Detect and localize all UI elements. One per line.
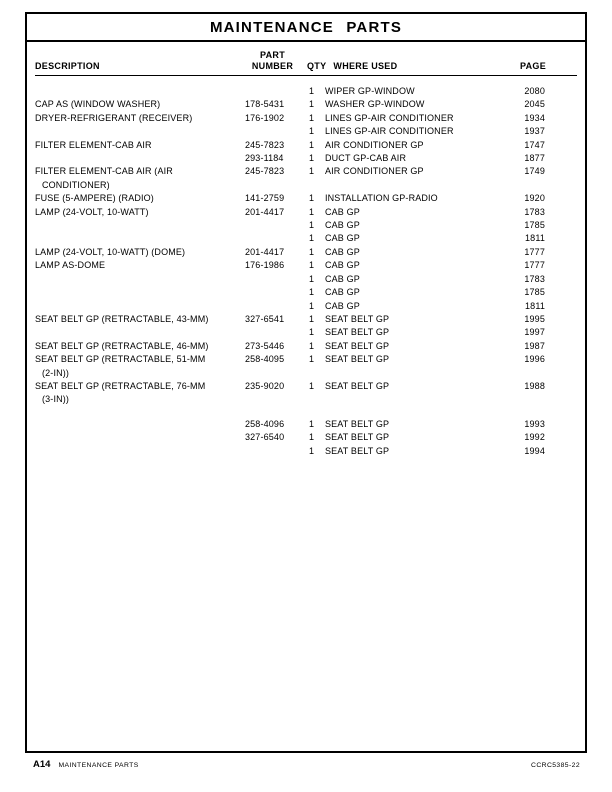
cell-description: DRYER-REFRIGERANT (RECEIVER) (35, 112, 193, 123)
cell-page: 1785 (524, 287, 545, 298)
cell-qty: 1 (309, 340, 315, 351)
cell-page: 1920 (524, 193, 545, 204)
column-header-part-number (245, 50, 300, 71)
description-line-2: CONDITIONER) (42, 179, 110, 190)
cell-page: 1987 (524, 340, 545, 351)
cell-qty: 1 (309, 246, 315, 257)
cell-part-number: 293-1184 (245, 153, 284, 164)
cell-description: SEAT BELT GP (RETRACTABLE, 46-MM) (35, 340, 209, 351)
cell-part-number: 258-4096 (245, 418, 285, 429)
cell-part-number (245, 219, 300, 232)
table-row (35, 139, 577, 152)
table-row (35, 445, 577, 458)
footer-doc-code: CCRC5385-22 (531, 762, 580, 769)
cell-description: FILTER ELEMENT-CAB AIR (35, 139, 152, 150)
cell-page: 1811 (525, 233, 545, 244)
description-line-1: FILTER ELEMENT-CAB AIR (AIR (35, 166, 173, 177)
table-row (35, 340, 577, 353)
cell-part-number: 201-4417 (245, 206, 285, 217)
cell-qty: 1 (309, 166, 315, 177)
column-header-description: DESCRIPTION (35, 61, 100, 71)
cell-where-used: SEAT BELT GP (325, 313, 390, 324)
cell-where-used: AIR CONDITIONER GP (325, 166, 424, 177)
cell-where-used: SEAT BELT GP (325, 380, 390, 391)
cell-page: 1877 (524, 153, 545, 164)
cell-page: 1934 (524, 112, 545, 123)
table-row (35, 431, 577, 444)
cell-description (35, 380, 245, 407)
cell-description (35, 445, 245, 458)
cell-where-used: INSTALLATION GP-RADIO (325, 193, 438, 204)
cell-part-number (245, 232, 300, 245)
cell-where-used: CAB GP (325, 287, 360, 298)
cell-where-used: SEAT BELT GP (325, 432, 390, 443)
cell-where-used: WIPER GP-WINDOW (325, 86, 415, 96)
page-frame (25, 12, 587, 753)
table-row (35, 192, 577, 205)
cell-page: 1997 (524, 327, 545, 338)
cell-where-used: CAB GP (325, 246, 360, 257)
cell-part-number: 327-6540 (245, 432, 285, 443)
column-header-part-line2: NUMBER (251, 60, 294, 71)
column-header-part-line1: PART (259, 50, 286, 60)
cell-description (35, 85, 245, 98)
table-row (35, 125, 577, 138)
cell-qty: 1 (309, 153, 315, 164)
cell-qty: 1 (309, 220, 315, 231)
cell-description (35, 353, 245, 380)
cell-where-used: SEAT BELT GP (325, 340, 390, 351)
cell-description: CAP AS (WINDOW WASHER) (35, 99, 161, 110)
cell-qty: 1 (309, 380, 315, 391)
cell-qty: 1 (309, 287, 315, 298)
parts-table-body (35, 85, 577, 458)
cell-description (35, 125, 245, 138)
table-row (35, 380, 577, 407)
cell-where-used: SEAT BELT GP (325, 327, 390, 338)
table-row (35, 286, 577, 299)
cell-page: 1749 (524, 166, 545, 177)
description-line-2: (2-IN)) (42, 367, 70, 378)
cell-page: 1783 (524, 273, 545, 284)
cell-page: 1783 (524, 206, 545, 217)
cell-description (35, 232, 245, 245)
cell-page: 1785 (524, 220, 545, 231)
footer-left (33, 759, 139, 770)
cell-where-used: CAB GP (325, 206, 360, 217)
column-header-qty: QTY (307, 61, 327, 71)
cell-qty: 1 (309, 432, 315, 443)
table-row (35, 206, 577, 219)
cell-qty: 1 (309, 445, 315, 456)
table-row (35, 273, 577, 286)
table-row (35, 165, 577, 192)
cell-part-number (245, 273, 300, 286)
parts-table (27, 42, 585, 458)
column-header-qty-where (300, 61, 520, 71)
cell-part-number: 141-2759 (245, 193, 285, 204)
cell-description (35, 152, 245, 165)
cell-qty: 1 (309, 327, 315, 338)
cell-part-number (245, 85, 300, 98)
cell-where-used: AIR CONDITIONER GP (325, 139, 424, 150)
cell-where-used: LINES GP-AIR CONDITIONER (325, 112, 454, 123)
cell-description (35, 326, 245, 339)
cell-description (35, 431, 245, 444)
cell-where-used: CAB GP (325, 300, 360, 311)
table-row (35, 246, 577, 259)
cell-where-used: SEAT BELT GP (325, 418, 390, 429)
cell-page: 1992 (524, 432, 545, 443)
cell-where-used: SEAT BELT GP (325, 354, 390, 365)
table-row (35, 112, 577, 125)
table-row (35, 152, 577, 165)
footer-section-label: MAINTENANCE PARTS (58, 762, 139, 769)
description-line-1: SEAT BELT GP (RETRACTABLE, 76-MM (35, 380, 206, 391)
cell-part-number: 273-5446 (245, 340, 285, 351)
cell-where-used: CAB GP (325, 260, 360, 271)
footer-page-code: A14 (33, 759, 51, 770)
cell-page: 1988 (524, 380, 545, 391)
cell-where-used: DUCT GP-CAB AIR (325, 153, 407, 164)
header-rule (35, 75, 577, 76)
cell-qty: 1 (309, 99, 315, 110)
cell-qty: 1 (309, 233, 315, 244)
cell-description: FUSE (5-AMPERE) (RADIO) (35, 193, 154, 204)
cell-page: 1811 (525, 300, 545, 311)
cell-description (35, 273, 245, 286)
cell-where-used: LINES GP-AIR CONDITIONER (325, 126, 454, 137)
cell-page: 1995 (524, 313, 545, 324)
cell-description: LAMP (24-VOLT, 10-WATT) (DOME) (35, 246, 186, 257)
cell-where-used: WASHER GP-WINDOW (325, 99, 425, 110)
table-row (35, 300, 577, 313)
cell-qty: 1 (309, 139, 315, 150)
cell-description (35, 219, 245, 232)
table-row (35, 98, 577, 111)
cell-part-number: 201-4417 (245, 246, 285, 257)
cell-page: 1994 (524, 445, 545, 456)
table-row (35, 85, 577, 98)
cell-description: LAMP (24-VOLT, 10-WATT) (35, 206, 149, 217)
table-row (35, 353, 577, 380)
description-line-2: (3-IN)) (42, 394, 70, 405)
cell-qty: 1 (309, 126, 315, 137)
cell-page: 1777 (524, 246, 545, 257)
cell-qty: 1 (309, 313, 315, 324)
cell-where-used: SEAT BELT GP (325, 445, 390, 456)
cell-description: LAMP AS-DOME (35, 260, 106, 271)
table-row (35, 326, 577, 339)
cell-qty: 1 (309, 273, 315, 284)
cell-page: 1747 (524, 139, 545, 150)
cell-description (35, 286, 245, 299)
table-row (35, 418, 577, 431)
cell-part-number: 258-4095 (245, 354, 285, 365)
table-row (35, 313, 577, 326)
cell-qty: 1 (309, 300, 315, 311)
cell-page: 2045 (524, 99, 545, 110)
cell-part-number (245, 300, 300, 313)
description-line-1: SEAT BELT GP (RETRACTABLE, 51-MM (35, 354, 206, 365)
cell-part-number: 176-1902 (245, 112, 285, 123)
cell-description: SEAT BELT GP (RETRACTABLE, 43-MM) (35, 313, 209, 324)
cell-part-number: 245-7823 (245, 166, 285, 177)
title-bar (27, 14, 585, 42)
cell-qty: 1 (309, 206, 315, 217)
column-header-page: PAGE (520, 61, 547, 71)
page-title: MAINTENANCE PARTS (209, 19, 403, 36)
table-header-row (35, 50, 577, 71)
cell-part-number (245, 125, 300, 138)
cell-qty: 1 (309, 193, 315, 204)
cell-page: 1777 (524, 260, 545, 271)
cell-where-used: CAB GP (325, 233, 360, 244)
table-row (35, 259, 577, 272)
cell-description (35, 165, 245, 192)
cell-qty: 1 (309, 86, 315, 96)
cell-part-number (245, 286, 300, 299)
cell-page: 2080 (524, 86, 545, 96)
table-row (35, 232, 577, 245)
cell-description (35, 300, 245, 313)
cell-qty: 1 (309, 418, 315, 429)
cell-page: 1996 (524, 354, 545, 365)
cell-where-used: CAB GP (325, 220, 360, 231)
cell-part-number (245, 445, 300, 458)
cell-page: 1993 (524, 418, 545, 429)
cell-part-number: 245-7823 (245, 139, 285, 150)
cell-part-number: 176-1986 (245, 260, 285, 271)
cell-qty: 1 (309, 260, 315, 271)
cell-part-number: 235-9020 (245, 380, 285, 391)
cell-page: 1937 (524, 126, 545, 137)
page-footer (33, 759, 580, 770)
cell-part-number (245, 326, 300, 339)
cell-description (35, 418, 245, 431)
column-header-where-used: WHERE USED (333, 61, 398, 71)
cell-qty: 1 (309, 112, 315, 123)
cell-part-number: 178-5431 (245, 99, 285, 110)
table-row (35, 219, 577, 232)
cell-where-used: CAB GP (325, 273, 360, 284)
cell-qty: 1 (309, 354, 315, 365)
cell-part-number: 327-6541 (245, 313, 285, 324)
